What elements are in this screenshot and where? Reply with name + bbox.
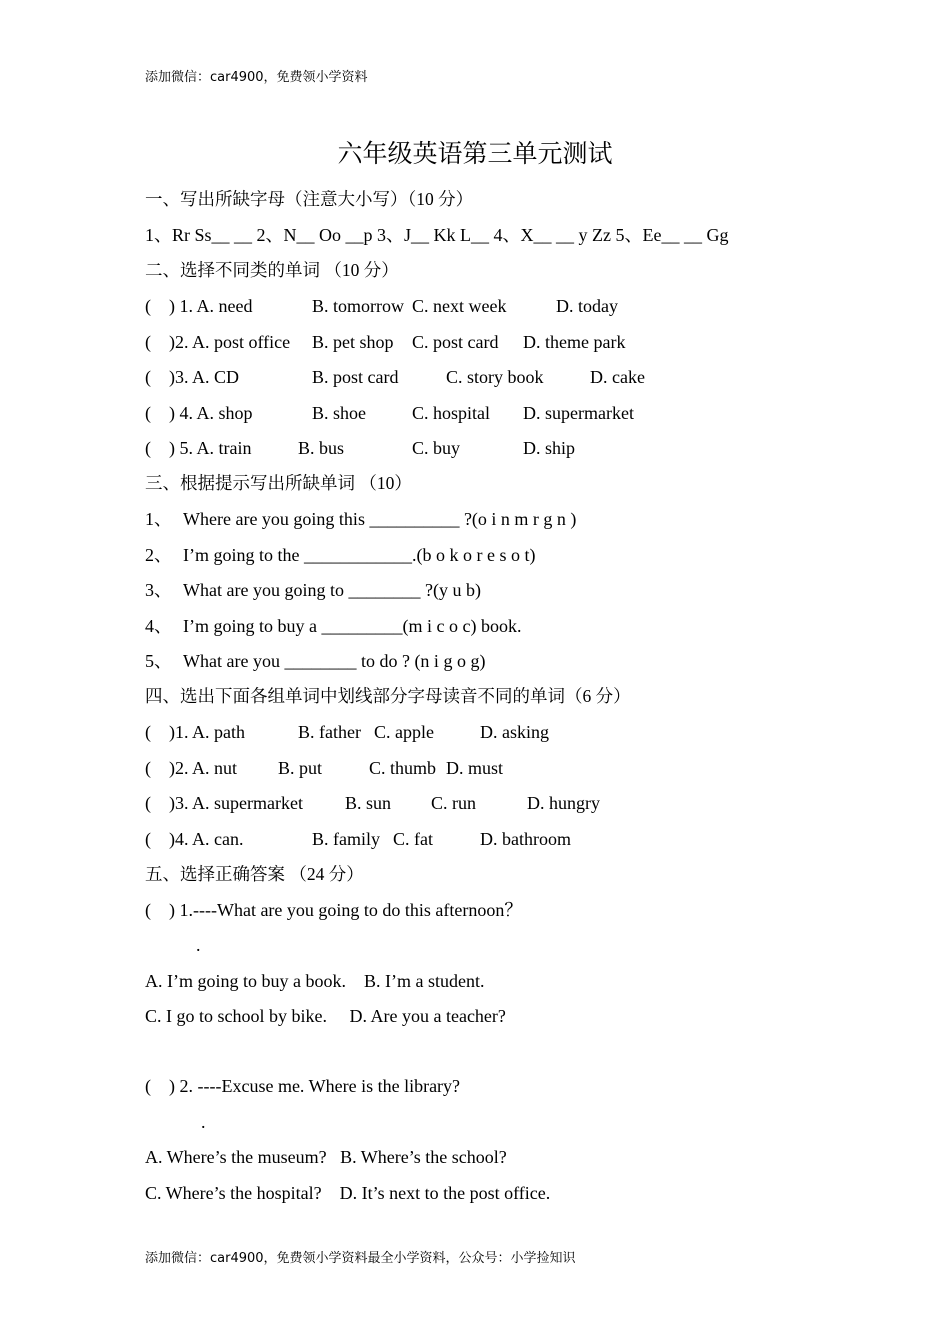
option-c: C. fat [393,829,433,849]
fill-item [0,578,950,602]
item-number: 2、 [145,545,172,565]
option-d: D. ship [523,438,576,458]
item-text: Where are you going this __________ ?(o i n m r g n ) [183,509,577,529]
option-c: C. thumb [369,758,437,778]
option-d: D. asking [480,722,549,742]
header-note: 添加微信：car4900，免费领小学资料 [145,70,368,85]
item-text: What are you going to ________ ?(y u b) [183,580,481,600]
mcq-options-ab: A. Where’s the museum? B. Where’s the school? [145,1147,507,1167]
option-a: ( )1. A. path [145,722,245,742]
option-b: B. tomorrow [312,296,404,316]
item-number: 5、 [145,651,172,671]
question-row [0,791,950,815]
option-a: ( ) 5. A. train [145,438,252,458]
option-c: C. post card [412,332,499,352]
option-b: B. put [278,758,323,778]
option-b: B. father [298,722,361,742]
item-number: 3、 [145,580,172,600]
option-b: B. sun [345,793,392,813]
item-number: 4、 [145,616,172,636]
section1-line: 1、Rr Ss__ __ 2、N__ Oo __p 3、J__ Kk L__ 4、X__ __ y Zz 5、Ee__ __ Gg [145,225,729,245]
fill-item [0,649,950,673]
option-a: ( )2. A. post office [145,332,291,352]
item-text: I’m going to the ____________.(b o k o r e s o t) [183,545,536,565]
question-row [0,330,950,354]
question-row [0,401,950,425]
option-d: D. today [556,296,618,316]
option-d: D. bathroom [480,829,571,849]
option-a: ( )3. A. supermarket [145,793,303,813]
question-row [0,827,950,851]
question-row [0,365,950,389]
question-row [0,756,950,780]
option-a: ( )3. A. CD [145,367,239,387]
option-b: B. post card [312,367,399,387]
answer-blank: . [196,935,201,955]
question-row [0,720,950,744]
question-row [0,436,950,460]
option-c: C. story book [446,367,544,387]
option-a: ( ) 4. A. shop [145,403,253,423]
section5-heading: 五、选择正确答案 （24 分） [145,864,364,884]
fill-item [0,614,950,638]
option-c: C. apple [374,722,434,742]
item-text: I’m going to buy a _________(m i c o c) book. [183,616,522,636]
answer-blank: . [201,1112,206,1132]
option-b: B. shoe [312,403,366,423]
mcq-options-ab: A. I’m going to buy a book. B. I’m a student. [145,971,485,991]
fill-item [0,507,950,531]
option-c: C. next week [412,296,507,316]
option-c: C. hospital [412,403,491,423]
item-number: 1、 [145,509,172,529]
option-d: D. supermarket [523,403,634,423]
option-b: B. family [312,829,380,849]
mcq-question: ( ) 2. ----Excuse me. Where is the library? [145,1076,461,1096]
section1-heading: 一、写出所缺字母（注意大小写）（10 分） [145,189,474,209]
option-a: ( ) 1. A. need [145,296,253,316]
option-d: D. theme park [523,332,626,352]
section4-heading: 四、选出下面各组单词中划线部分字母读音不同的单词（6 分） [145,686,631,706]
footer-note: 添加微信：car4900，免费领小学资料最全小学资料，公众号：小学捡知识 [145,1251,576,1266]
fill-item [0,543,950,567]
option-a: ( )4. A. can. [145,829,244,849]
section2-heading: 二、选择不同类的单词 （10 分） [145,260,399,280]
page-title: 六年级英语第三单元测试 [337,141,613,168]
option-a: ( )2. A. nut [145,758,237,778]
mcq-options-cd: C. Where’s the hospital? D. It’s next to the post office. [145,1183,551,1203]
item-text: What are you ________ to do ? (n i g o g) [183,651,486,671]
option-c: C. buy [412,438,461,458]
option-d: D. cake [590,367,645,387]
option-d: D. hungry [527,793,600,813]
section3-heading: 三、根据提示写出所缺单词 （10） [145,473,412,493]
option-c: C. run [431,793,476,813]
mcq-options-cd: C. I go to school by bike. D. Are you a teacher? [145,1006,506,1026]
option-b: B. pet shop [312,332,394,352]
mcq-question: ( ) 1.----What are you going to do this afternoon？ [145,900,523,920]
option-b: B. bus [298,438,345,458]
option-d: D. must [446,758,504,778]
question-row [0,294,950,318]
